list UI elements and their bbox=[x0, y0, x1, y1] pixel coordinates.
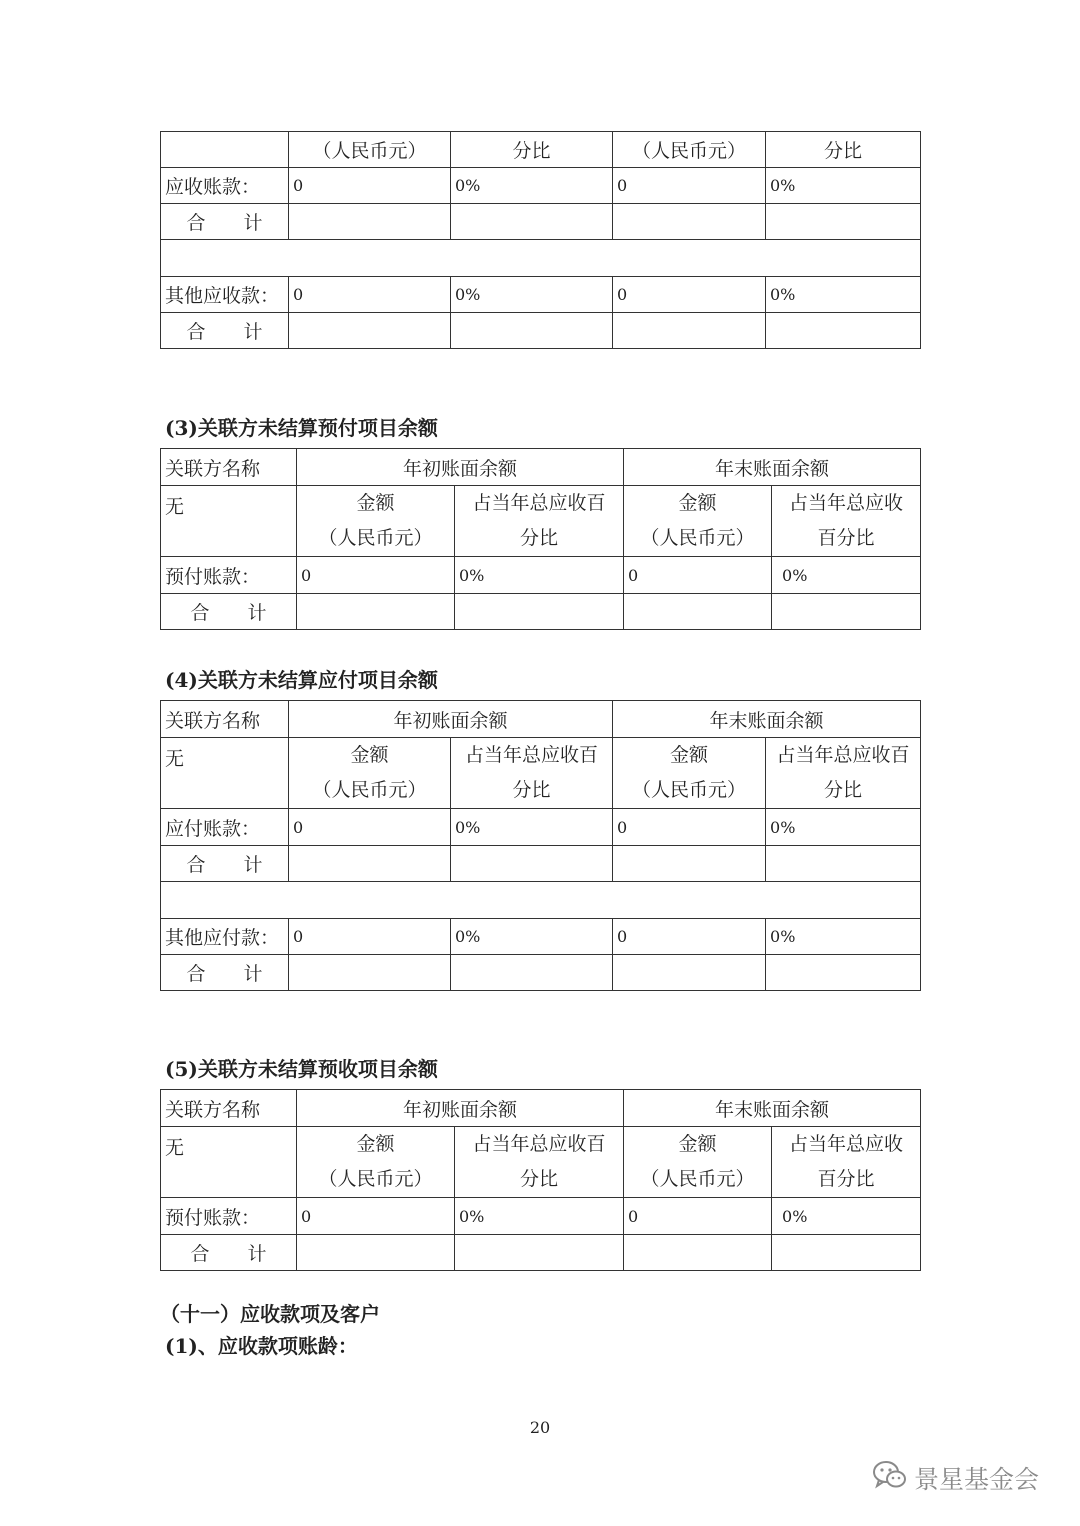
value-cell: 0% bbox=[451, 277, 613, 313]
page-number: 20 bbox=[529, 1418, 551, 1437]
value-cell: 0 bbox=[613, 277, 766, 313]
col-begin-balance: 年初账面余额 bbox=[297, 1090, 624, 1127]
value-cell: 0% bbox=[772, 557, 921, 594]
pct-label-line2: 分比 bbox=[512, 779, 551, 801]
col-begin-balance: 年初账面余额 bbox=[297, 449, 624, 486]
value-cell: 0% bbox=[766, 168, 921, 204]
value-cell: 0% bbox=[766, 919, 921, 955]
row-label-prepaid: 预付账款： bbox=[161, 557, 297, 594]
value-cell: 0 bbox=[624, 557, 772, 594]
empty-cell bbox=[455, 1235, 624, 1271]
empty-cell bbox=[289, 846, 451, 882]
amount-label: 金额 bbox=[670, 744, 709, 766]
section-heading-payable: (4)关联方未结算应付项目余额 bbox=[165, 668, 438, 692]
value-cell: 0% bbox=[455, 557, 624, 594]
value-cell: 0 bbox=[289, 919, 451, 955]
row-label-receivable: 应收账款： bbox=[161, 168, 289, 204]
row-label-prepaid: 预付账款： bbox=[161, 1198, 297, 1235]
table-row bbox=[161, 1198, 921, 1235]
amount-unit: （人民币元） bbox=[640, 1168, 755, 1190]
value-cell: 0% bbox=[451, 809, 613, 846]
amount-header-end bbox=[624, 486, 772, 557]
amount-header-begin bbox=[297, 1127, 455, 1198]
section-heading-advance-received: (5)关联方未结算预收项目余额 bbox=[165, 1057, 438, 1081]
spacer-row bbox=[161, 240, 921, 277]
header-pct-tail-end: 分比 bbox=[766, 132, 921, 168]
pct-header-begin bbox=[455, 486, 624, 557]
amount-unit: （人民币元） bbox=[640, 527, 755, 549]
value-cell: 0 bbox=[289, 277, 451, 313]
advance-received-balance-table bbox=[160, 1089, 921, 1271]
amount-unit: （人民币元） bbox=[632, 779, 747, 801]
pct-label-line2: 分比 bbox=[520, 1168, 559, 1190]
total-label: 合 计 bbox=[161, 1235, 297, 1271]
empty-cell bbox=[297, 594, 455, 630]
amount-label: 金额 bbox=[350, 744, 389, 766]
total-label: 合 计 bbox=[161, 313, 289, 349]
watermark bbox=[872, 1458, 1039, 1498]
empty-cell bbox=[772, 1235, 921, 1271]
value-cell: 0% bbox=[766, 277, 921, 313]
party-value: 无 bbox=[161, 738, 289, 809]
header-pct-tail-begin: 分比 bbox=[451, 132, 613, 168]
empty-cell bbox=[766, 955, 921, 991]
row-label-payable: 应付账款： bbox=[161, 809, 289, 846]
table-row bbox=[161, 557, 921, 594]
table-row bbox=[161, 809, 921, 846]
amount-header-begin bbox=[297, 486, 455, 557]
row-label-other-payable: 其他应付款： bbox=[161, 919, 289, 955]
empty-cell bbox=[613, 313, 766, 349]
table-header-row bbox=[161, 1090, 921, 1127]
empty-cell bbox=[624, 1235, 772, 1271]
receivables-table-continued bbox=[160, 131, 921, 349]
pct-header-end bbox=[772, 486, 921, 557]
total-label: 合 计 bbox=[161, 204, 289, 240]
pct-label-line1: 占当年总应收百 bbox=[465, 744, 599, 766]
value-cell: 0% bbox=[451, 168, 613, 204]
empty-cell bbox=[613, 846, 766, 882]
table-header-row bbox=[161, 449, 921, 486]
table-subheader-row bbox=[161, 1127, 921, 1198]
value-cell: 0 bbox=[624, 1198, 772, 1235]
row-label-other-receivable: 其他应收款： bbox=[161, 277, 289, 313]
value-cell: 0 bbox=[289, 168, 451, 204]
pct-header-end bbox=[766, 738, 921, 809]
value-cell: 0 bbox=[297, 1198, 455, 1235]
empty-cell bbox=[613, 204, 766, 240]
empty-cell bbox=[451, 313, 613, 349]
value-cell: 0 bbox=[613, 168, 766, 204]
empty-cell bbox=[297, 1235, 455, 1271]
table-row bbox=[161, 919, 921, 955]
empty-cell bbox=[455, 594, 624, 630]
value-cell: 0% bbox=[455, 1198, 624, 1235]
value-cell: 0% bbox=[451, 919, 613, 955]
value-cell: 0 bbox=[613, 919, 766, 955]
pct-label-line2: 分比 bbox=[520, 527, 559, 549]
section-heading-receivables-customers: （十一）应收款项及客户 bbox=[160, 1302, 380, 1326]
payable-balance-table bbox=[160, 700, 921, 991]
empty-cell bbox=[624, 594, 772, 630]
empty-cell bbox=[766, 313, 921, 349]
pct-label-line2: 分比 bbox=[824, 779, 863, 801]
total-label: 合 计 bbox=[161, 594, 297, 630]
amount-label: 金额 bbox=[678, 1133, 717, 1155]
total-row bbox=[161, 955, 921, 991]
total-label: 合 计 bbox=[161, 955, 289, 991]
empty-cell bbox=[289, 204, 451, 240]
table-subheader-row bbox=[161, 738, 921, 809]
value-cell: 0% bbox=[766, 809, 921, 846]
total-row bbox=[161, 313, 921, 349]
pct-label-line2: 百分比 bbox=[817, 527, 875, 549]
table-subheader-row bbox=[161, 486, 921, 557]
watermark-text: 景星基金会 bbox=[914, 1465, 1040, 1494]
amount-label: 金额 bbox=[356, 1133, 395, 1155]
empty-cell bbox=[289, 313, 451, 349]
section-heading-prepaid: (3)关联方未结算预付项目余额 bbox=[165, 416, 438, 440]
pct-label-line1: 占当年总应收百 bbox=[776, 744, 910, 766]
col-end-balance: 年末账面余额 bbox=[624, 449, 921, 486]
amount-unit: （人民币元） bbox=[318, 527, 433, 549]
empty-cell bbox=[766, 204, 921, 240]
party-value: 无 bbox=[161, 1127, 297, 1198]
subsection-heading-aging: (1)、应收款项账龄： bbox=[165, 1334, 358, 1358]
total-row bbox=[161, 594, 921, 630]
col-end-balance: 年末账面余额 bbox=[624, 1090, 921, 1127]
table-row bbox=[161, 168, 921, 204]
pct-header-begin bbox=[455, 1127, 624, 1198]
pct-header-end bbox=[772, 1127, 921, 1198]
pct-label-line2: 百分比 bbox=[817, 1168, 875, 1190]
amount-unit: （人民币元） bbox=[318, 1168, 433, 1190]
empty-cell bbox=[451, 204, 613, 240]
total-row bbox=[161, 204, 921, 240]
amount-label: 金额 bbox=[356, 492, 395, 514]
value-cell: 0 bbox=[613, 809, 766, 846]
empty-cell bbox=[289, 955, 451, 991]
pct-header-begin bbox=[451, 738, 613, 809]
empty-cell bbox=[613, 955, 766, 991]
amount-header-begin bbox=[289, 738, 451, 809]
pct-label-line1: 占当年总应收 bbox=[789, 1133, 904, 1155]
empty-cell bbox=[451, 955, 613, 991]
col-begin-balance: 年初账面余额 bbox=[289, 701, 613, 738]
col-party-name: 关联方名称 bbox=[161, 1090, 297, 1127]
table-row bbox=[161, 277, 921, 313]
value-cell: 0 bbox=[289, 809, 451, 846]
total-row bbox=[161, 846, 921, 882]
amount-header-end bbox=[613, 738, 766, 809]
empty-cell bbox=[161, 240, 921, 277]
table-header-row bbox=[161, 132, 921, 168]
col-end-balance: 年末账面余额 bbox=[613, 701, 921, 738]
wechat-icon bbox=[872, 1460, 914, 1496]
amount-label: 金额 bbox=[678, 492, 717, 514]
empty-cell bbox=[161, 882, 921, 919]
empty-cell bbox=[451, 846, 613, 882]
empty-cell bbox=[766, 846, 921, 882]
header-blank-cell bbox=[161, 132, 289, 168]
amount-header-end bbox=[624, 1127, 772, 1198]
col-party-name: 关联方名称 bbox=[161, 701, 289, 738]
col-party-name: 关联方名称 bbox=[161, 449, 297, 486]
prepaid-balance-table bbox=[160, 448, 921, 630]
empty-cell bbox=[772, 594, 921, 630]
total-label: 合 计 bbox=[161, 846, 289, 882]
table-header-row bbox=[161, 701, 921, 738]
pct-label-line1: 占当年总应收 bbox=[789, 492, 904, 514]
spacer-row bbox=[161, 882, 921, 919]
header-amount-unit-begin: （人民币元） bbox=[289, 132, 451, 168]
total-row bbox=[161, 1235, 921, 1271]
header-amount-unit-end: （人民币元） bbox=[613, 132, 766, 168]
pct-label-line1: 占当年总应收百 bbox=[472, 492, 606, 514]
value-cell: 0 bbox=[297, 557, 455, 594]
amount-unit: （人民币元） bbox=[312, 779, 427, 801]
value-cell: 0% bbox=[772, 1198, 921, 1235]
party-value: 无 bbox=[161, 486, 297, 557]
pct-label-line1: 占当年总应收百 bbox=[472, 1133, 606, 1155]
